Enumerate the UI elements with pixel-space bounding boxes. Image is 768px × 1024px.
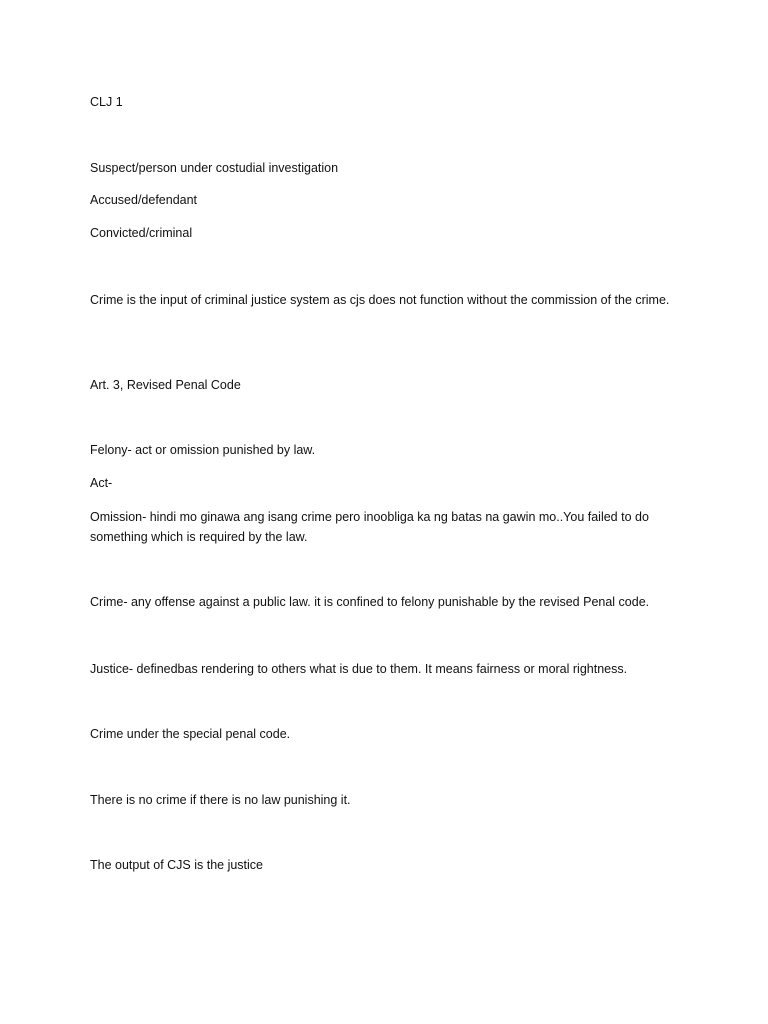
role-convicted: Convicted/criminal — [90, 226, 193, 240]
role-accused: Accused/defendant — [90, 193, 198, 207]
paragraph-special-penal-code: Crime under the special penal code. — [90, 727, 291, 741]
document-title: CLJ 1 — [90, 95, 123, 109]
paragraph-crime-definition: Crime- any offense against a public law. it is confined to felony punishable by the revised Penal code. — [90, 595, 650, 609]
paragraph-no-crime: There is no crime if there is no law punishing it. — [90, 793, 351, 807]
paragraph-justice-definition: Justice- definedbas rendering to others what is due to them. It means fairness or moral rightness. — [90, 662, 628, 676]
paragraph-art3: Art. 3, Revised Penal Code — [90, 378, 241, 392]
role-suspect: Suspect/person under costudial investigation — [90, 161, 339, 175]
paragraph-omission: Omission- hindi mo ginawa ang isang crime pero inoobliga ka ng batas na gawin mo..You failed to do something which is required by the law. — [90, 510, 649, 544]
paragraph-crime-input: Crime is the input of criminal justice system as cjs does not function without the commission of the crime. — [90, 293, 670, 307]
paragraph-act: Act- — [90, 476, 113, 490]
paragraph-felony: Felony- act or omission punished by law. — [90, 443, 316, 457]
paragraph-output: The output of CJS is the justice — [90, 858, 264, 872]
